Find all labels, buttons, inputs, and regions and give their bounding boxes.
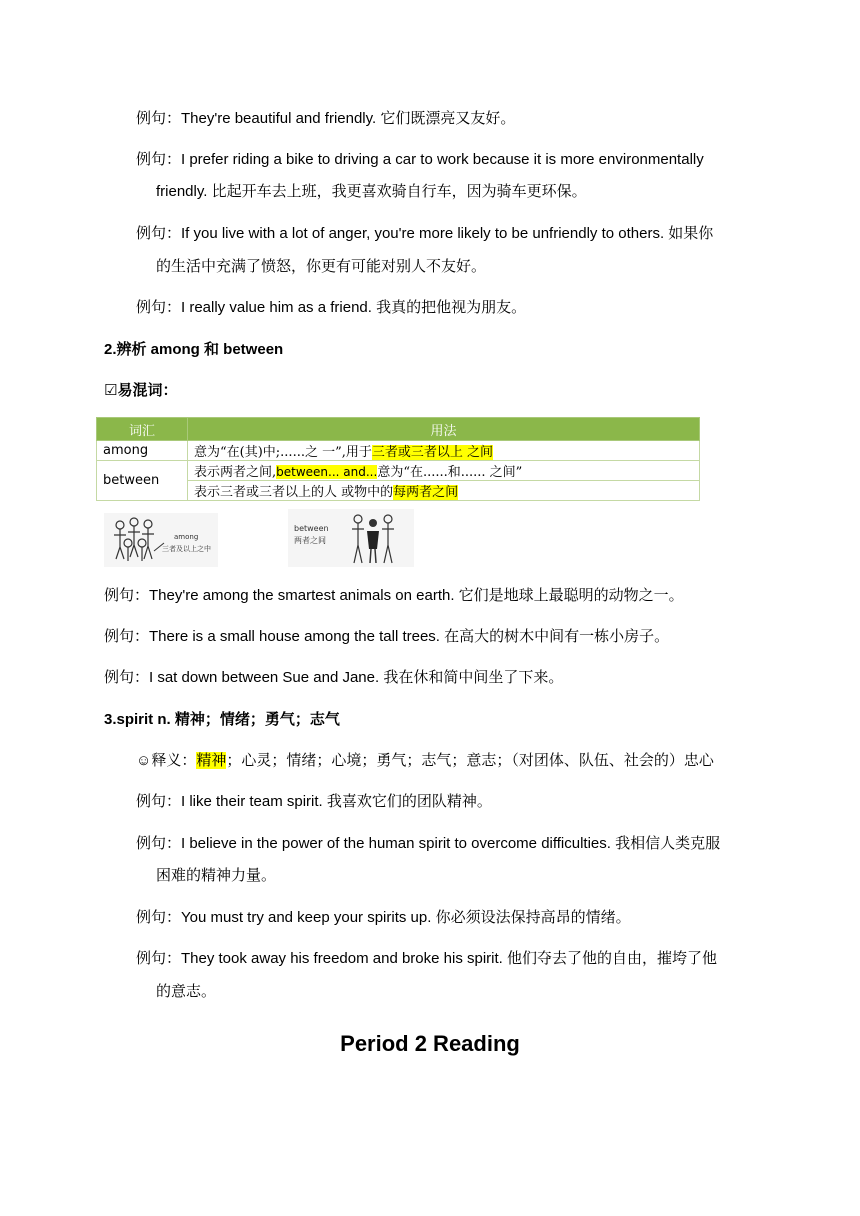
usage-cell <box>188 481 700 501</box>
among-illustration <box>104 513 218 567</box>
image-caption: among <box>174 533 199 541</box>
table-header: 词汇 <box>97 418 188 441</box>
usage-text: 表示三者或三者以上的人 或物中的 <box>194 485 394 500</box>
meaning-label: ☺释义： <box>136 752 197 769</box>
vocab-table <box>96 417 700 501</box>
confuse-label: ☑易混词： <box>104 382 178 399</box>
highlight-text: between... and... <box>276 465 378 479</box>
usage-text: 意为“在......和...... 之间” <box>377 465 523 480</box>
highlight-text: 精神 <box>196 752 227 769</box>
meaning-text: ；心灵；情绪；心境；勇气；志气；意志；（对团体、队伍、社会的）忠心 <box>226 752 714 769</box>
meaning-line <box>136 751 714 771</box>
usage-cell <box>188 441 700 461</box>
example-sentence: 例句：They took away his freedom and broke his spirit. 他们夺去了他的自由，摧垮了他 <box>136 950 717 967</box>
people-group-icon <box>104 513 218 567</box>
example-sentence: 例句：I believe in the power of the human spirit to overcome difficulties. 我相信人类克服 <box>136 835 721 852</box>
usage-text: 意为“在(其)中;......之 一”,用于 <box>194 445 372 460</box>
table-row <box>97 481 700 501</box>
highlight-text: 每两者之间 <box>393 485 459 500</box>
table-row <box>97 461 700 481</box>
example-sentence: 例句：I really value him as a friend. 我真的把他视为朋友。 <box>136 299 527 316</box>
word-cell: between <box>97 461 188 501</box>
example-sentence: 例句：I sat down between Sue and Jane. 我在休和简中间坐了下来。 <box>104 669 564 686</box>
example-sentence: 例句：I prefer riding a bike to driving a car to work because it is more environmentally <box>136 151 704 168</box>
usage-cell <box>188 461 700 481</box>
example-sentence: 例句：If you live with a lot of anger, you're more likely to be unfriendly to others. 如果你 <box>136 225 714 242</box>
image-caption: 三者及以上之中 <box>162 545 211 553</box>
word-cell: among <box>97 441 188 461</box>
example-sentence: 例句：You must try and keep your spirits up. 你必须设法保持高昂的情绪。 <box>136 909 631 926</box>
table-row <box>97 441 700 461</box>
section-heading: 2.辨析 among 和 between <box>104 341 284 358</box>
example-sentence-cont: 的生活中充满了愤怒，你更有可能对别人不友好。 <box>156 258 487 275</box>
image-caption: between <box>294 524 329 533</box>
usage-text: 表示两者之间, <box>194 465 277 480</box>
between-illustration <box>288 509 414 567</box>
image-caption: 两者之间 <box>294 536 326 545</box>
highlight-text: 三者或三者以上 之间 <box>371 445 494 460</box>
example-sentence-cont: 困难的精神力量。 <box>156 867 277 884</box>
example-sentence: 例句：They're among the smartest animals on earth. 它们是地球上最聪明的动物之一。 <box>104 587 684 604</box>
period-title: Period 2 Reading <box>340 1031 520 1056</box>
example-sentence-cont: 的意志。 <box>156 983 217 1000</box>
people-pair-icon <box>288 509 414 567</box>
section-heading: 3.spirit n. 精神；情绪；勇气；志气 <box>104 711 340 728</box>
example-sentence: 例句：I like their team spirit. 我喜欢它们的团队精神。 <box>136 793 492 810</box>
example-sentence: 例句：There is a small house among the tall trees. 在高大的树木中间有一栋小房子。 <box>104 628 670 645</box>
table-header: 用法 <box>188 418 700 441</box>
example-sentence-cont: friendly. 比起开车去上班，我更喜欢骑自行车，因为骑车更环保。 <box>156 183 587 200</box>
example-sentence: 例句：They're beautiful and friendly. 它们既漂亮又友好。 <box>136 110 516 127</box>
